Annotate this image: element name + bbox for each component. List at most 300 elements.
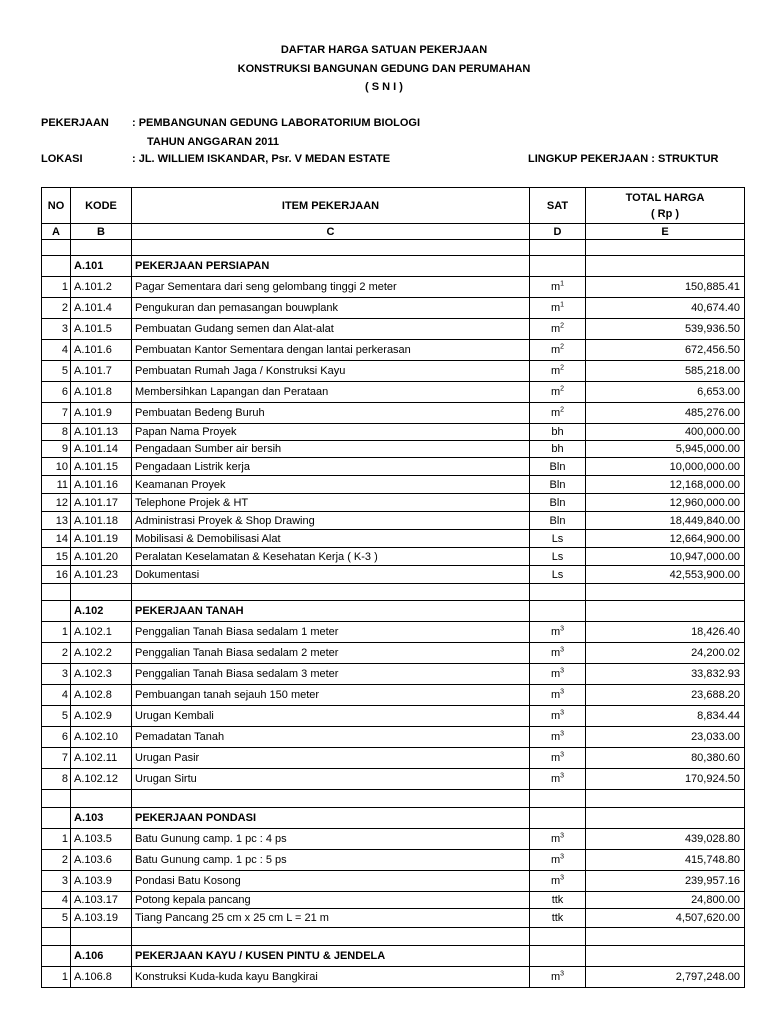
row-total: 672,456.50 xyxy=(586,340,745,361)
row-sat-unit: Bln xyxy=(549,478,566,491)
header-total xyxy=(586,188,745,224)
row-item: Mobilisasi & Demobilisasi Alat xyxy=(132,530,530,548)
spacer-row xyxy=(42,790,745,808)
section-no xyxy=(42,601,71,622)
section-total xyxy=(586,946,745,967)
table-row xyxy=(42,664,745,685)
row-sat-unit: Bln xyxy=(549,460,566,473)
row-no: 14 xyxy=(42,530,71,548)
row-sat-unit: m xyxy=(550,854,561,866)
table-row xyxy=(42,706,745,727)
pekerjaan-value: : PEMBANGUNAN GEDUNG LABORATORIUM BIOLOGI xyxy=(132,117,421,129)
empty-cell xyxy=(530,240,586,256)
row-sat-unit: Bln xyxy=(549,514,566,527)
table-row xyxy=(42,548,745,566)
letter-b: B xyxy=(71,224,132,240)
row-sat xyxy=(530,909,586,928)
row-sat-unit: Ls xyxy=(551,568,564,581)
row-total: 80,380.60 xyxy=(586,748,745,769)
row-sat-unit: m xyxy=(550,323,561,335)
row-sat xyxy=(530,512,586,530)
row-sat xyxy=(530,871,586,892)
table-row xyxy=(42,277,745,298)
row-sat-unit: Ls xyxy=(551,532,564,545)
pekerjaan-label: PEKERJAAN xyxy=(41,117,109,129)
row-kode: A.101.14 xyxy=(71,441,132,458)
row-sat-exponent: 2 xyxy=(560,343,565,351)
row-kode: A.102.9 xyxy=(71,706,132,727)
table-header-row xyxy=(42,188,745,224)
letter-a: A xyxy=(42,224,71,240)
empty-cell xyxy=(586,928,745,946)
row-total: 5,945,000.00 xyxy=(586,441,745,458)
table-row xyxy=(42,871,745,892)
doc-title-line-2: KONSTRUKSI BANGUNAN GEDUNG DAN PERUMAHAN xyxy=(237,63,531,75)
row-item: Dokumentasi xyxy=(132,566,530,584)
row-no: 4 xyxy=(42,340,71,361)
row-total: 4,507,620.00 xyxy=(586,909,745,928)
row-sat xyxy=(530,967,586,988)
row-sat xyxy=(530,643,586,664)
row-sat-exponent: 3 xyxy=(560,853,565,861)
table-row xyxy=(42,298,745,319)
table-row xyxy=(42,361,745,382)
section-code: A.103 xyxy=(71,808,132,829)
row-sat xyxy=(530,548,586,566)
section-name: PEKERJAAN TANAH xyxy=(132,601,530,622)
doc-title-line-3: ( S N I ) xyxy=(365,81,403,93)
row-no: 1 xyxy=(42,829,71,850)
section-row xyxy=(42,256,745,277)
row-sat-exponent: 3 xyxy=(560,709,565,717)
row-item: Pembuatan Gudang semen dan Alat-alat xyxy=(132,319,530,340)
table-row xyxy=(42,622,745,643)
empty-cell xyxy=(42,790,71,808)
table-row xyxy=(42,458,745,476)
row-total: 400,000.00 xyxy=(586,424,745,441)
table-row xyxy=(42,512,745,530)
row-item: Papan Nama Proyek xyxy=(132,424,530,441)
row-sat-exponent: 3 xyxy=(560,688,565,696)
table-row xyxy=(42,829,745,850)
section-sat xyxy=(530,946,586,967)
table-row xyxy=(42,566,745,584)
row-sat xyxy=(530,685,586,706)
row-kode: A.101.7 xyxy=(71,361,132,382)
table-row xyxy=(42,643,745,664)
row-total: 8,834.44 xyxy=(586,706,745,727)
row-sat xyxy=(530,441,586,458)
row-total: 2,797,248.00 xyxy=(586,967,745,988)
section-code: A.106 xyxy=(71,946,132,967)
row-sat-exponent: 3 xyxy=(560,832,565,840)
section-no xyxy=(42,808,71,829)
row-total: 170,924.50 xyxy=(586,769,745,790)
empty-cell xyxy=(71,790,132,808)
table-row xyxy=(42,530,745,548)
table-row xyxy=(42,340,745,361)
row-kode: A.106.8 xyxy=(71,967,132,988)
row-kode: A.103.5 xyxy=(71,829,132,850)
row-item: Potong kepala pancang xyxy=(132,892,530,909)
row-sat-unit: bh xyxy=(551,426,564,438)
section-row xyxy=(42,808,745,829)
section-sat xyxy=(530,808,586,829)
empty-cell xyxy=(71,584,132,601)
row-no: 7 xyxy=(42,748,71,769)
row-sat xyxy=(530,424,586,441)
row-total: 23,033.00 xyxy=(586,727,745,748)
row-total: 40,674.40 xyxy=(586,298,745,319)
row-sat xyxy=(530,361,586,382)
section-sat xyxy=(530,601,586,622)
table-row xyxy=(42,424,745,441)
table-row xyxy=(42,494,745,512)
row-no: 2 xyxy=(42,643,71,664)
table-row xyxy=(42,476,745,494)
row-item: Membersihkan Lapangan dan Perataan xyxy=(132,382,530,403)
section-name: PEKERJAAN PONDASI xyxy=(132,808,530,829)
row-kode: A.102.10 xyxy=(71,727,132,748)
row-no: 13 xyxy=(42,512,71,530)
row-no: 15 xyxy=(42,548,71,566)
empty-cell xyxy=(132,790,530,808)
row-sat-unit: m xyxy=(550,344,561,356)
row-no: 11 xyxy=(42,476,71,494)
row-total: 539,936.50 xyxy=(586,319,745,340)
row-kode: A.102.11 xyxy=(71,748,132,769)
price-table xyxy=(41,187,745,988)
row-kode: A.102.2 xyxy=(71,643,132,664)
row-sat-exponent: 3 xyxy=(560,970,565,978)
empty-cell xyxy=(586,790,745,808)
row-no: 1 xyxy=(42,967,71,988)
row-no: 12 xyxy=(42,494,71,512)
table-row xyxy=(42,909,745,928)
row-kode: A.103.19 xyxy=(71,909,132,928)
row-item: Batu Gunung camp. 1 pc : 5 ps xyxy=(132,850,530,871)
header-sat: SAT xyxy=(530,188,586,224)
row-sat-unit: m xyxy=(550,833,561,845)
row-total: 24,800.00 xyxy=(586,892,745,909)
row-no: 2 xyxy=(42,298,71,319)
row-no: 16 xyxy=(42,566,71,584)
row-sat xyxy=(530,850,586,871)
row-kode: A.101.8 xyxy=(71,382,132,403)
section-name: PEKERJAAN PERSIAPAN xyxy=(132,256,530,277)
tahun-anggaran: TAHUN ANGGARAN 2011 xyxy=(147,136,280,148)
row-sat-unit: ttk xyxy=(551,912,564,924)
header-no: NO xyxy=(42,188,71,224)
row-sat-unit: m xyxy=(550,710,561,722)
lokasi-value: : JL. WILLIEM ISKANDAR, Psr. V MEDAN ESTATE xyxy=(132,153,391,165)
row-item: Konstruksi Kuda-kuda kayu Bangkirai xyxy=(132,967,530,988)
row-no: 5 xyxy=(42,361,71,382)
row-sat-unit: m xyxy=(550,875,561,887)
row-sat-unit: m xyxy=(550,626,561,638)
row-total: 6,653.00 xyxy=(586,382,745,403)
row-sat xyxy=(530,476,586,494)
row-total: 18,449,840.00 xyxy=(586,512,745,530)
doc-title-line-1: DAFTAR HARGA SATUAN PEKERJAAN xyxy=(280,44,488,56)
table-row xyxy=(42,850,745,871)
row-sat-unit: m xyxy=(550,773,561,785)
empty-cell xyxy=(530,928,586,946)
row-no: 4 xyxy=(42,892,71,909)
row-sat-exponent: 1 xyxy=(560,280,565,288)
header-kode: KODE xyxy=(71,188,132,224)
row-item: Telephone Projek & HT xyxy=(132,494,530,512)
row-item: Penggalian Tanah Biasa sedalam 3 meter xyxy=(132,664,530,685)
row-sat-exponent: 2 xyxy=(560,406,565,414)
row-sat-exponent: 3 xyxy=(560,874,565,882)
empty-cell xyxy=(42,928,71,946)
row-item: Pondasi Batu Kosong xyxy=(132,871,530,892)
row-total: 24,200.02 xyxy=(586,643,745,664)
row-kode: A.102.12 xyxy=(71,769,132,790)
row-sat-exponent: 3 xyxy=(560,730,565,738)
row-item: Pengadaan Listrik kerja xyxy=(132,458,530,476)
row-kode: A.101.6 xyxy=(71,340,132,361)
row-sat xyxy=(530,748,586,769)
row-sat xyxy=(530,298,586,319)
row-sat-unit: Bln xyxy=(549,496,566,509)
row-sat xyxy=(530,458,586,476)
row-total: 585,218.00 xyxy=(586,361,745,382)
row-sat xyxy=(530,727,586,748)
row-kode: A.102.3 xyxy=(71,664,132,685)
row-no: 3 xyxy=(42,871,71,892)
row-item: Pemadatan Tanah xyxy=(132,727,530,748)
table-row xyxy=(42,748,745,769)
letter-e: E xyxy=(586,224,745,240)
row-total: 150,885.41 xyxy=(586,277,745,298)
section-row xyxy=(42,946,745,967)
row-item: Administrasi Proyek & Shop Drawing xyxy=(132,512,530,530)
section-total xyxy=(586,256,745,277)
row-sat-unit: bh xyxy=(551,443,564,455)
row-kode: A.103.9 xyxy=(71,871,132,892)
row-sat xyxy=(530,706,586,727)
row-sat xyxy=(530,494,586,512)
row-item: Peralatan Keselamatan & Kesehatan Kerja ( K-3 ) xyxy=(132,548,530,566)
row-sat-unit: m xyxy=(550,386,561,398)
lingkup-pekerjaan: LINGKUP PEKERJAAN : STRUKTUR xyxy=(528,153,719,165)
row-no: 9 xyxy=(42,441,71,458)
letter-c: C xyxy=(132,224,530,240)
row-no: 3 xyxy=(42,664,71,685)
table-row xyxy=(42,403,745,424)
row-sat xyxy=(530,382,586,403)
section-total xyxy=(586,601,745,622)
section-sat xyxy=(530,256,586,277)
row-kode: A.102.1 xyxy=(71,622,132,643)
row-no: 6 xyxy=(42,382,71,403)
row-item: Urugan Sirtu xyxy=(132,769,530,790)
row-sat xyxy=(530,340,586,361)
row-sat-unit: m xyxy=(550,281,561,293)
row-item: Keamanan Proyek xyxy=(132,476,530,494)
row-sat-exponent: 3 xyxy=(560,625,565,633)
row-total: 23,688.20 xyxy=(586,685,745,706)
spacer-row xyxy=(42,928,745,946)
empty-cell xyxy=(530,790,586,808)
row-sat-unit: m xyxy=(550,731,561,743)
row-sat-unit: m xyxy=(550,647,561,659)
row-sat-unit: m xyxy=(550,407,561,419)
row-total: 42,553,900.00 xyxy=(586,566,745,584)
row-kode: A.101.15 xyxy=(71,458,132,476)
row-sat xyxy=(530,664,586,685)
row-sat-unit: m xyxy=(550,752,561,764)
row-sat-exponent: 3 xyxy=(560,751,565,759)
section-total xyxy=(586,808,745,829)
row-total: 18,426.40 xyxy=(586,622,745,643)
row-kode: A.101.9 xyxy=(71,403,132,424)
row-item: Pengadaan Sumber air bersih xyxy=(132,441,530,458)
row-sat xyxy=(530,319,586,340)
row-kode: A.101.17 xyxy=(71,494,132,512)
row-kode: A.102.8 xyxy=(71,685,132,706)
row-total: 10,000,000.00 xyxy=(586,458,745,476)
row-sat-exponent: 3 xyxy=(560,646,565,654)
empty-cell xyxy=(586,240,745,256)
row-no: 10 xyxy=(42,458,71,476)
row-sat-exponent: 2 xyxy=(560,364,565,372)
row-no: 7 xyxy=(42,403,71,424)
row-no: 2 xyxy=(42,850,71,871)
row-sat-exponent: 1 xyxy=(560,301,565,309)
table-row xyxy=(42,441,745,458)
row-sat xyxy=(530,769,586,790)
row-sat-unit: Ls xyxy=(551,550,564,563)
row-item: Pembuatan Kantor Sementara dengan lantai perkerasan xyxy=(132,340,530,361)
row-item: Urugan Kembali xyxy=(132,706,530,727)
row-sat xyxy=(530,566,586,584)
section-no xyxy=(42,946,71,967)
empty-cell xyxy=(586,584,745,601)
letter-d: D xyxy=(530,224,586,240)
row-kode: A.101.13 xyxy=(71,424,132,441)
empty-cell xyxy=(42,584,71,601)
price-table-body xyxy=(42,188,745,988)
row-sat-unit: ttk xyxy=(551,894,564,906)
spacer-row xyxy=(42,240,745,256)
row-total: 485,276.00 xyxy=(586,403,745,424)
empty-cell xyxy=(530,584,586,601)
section-row xyxy=(42,601,745,622)
letter-row xyxy=(42,224,745,240)
table-row xyxy=(42,967,745,988)
row-kode: A.101.23 xyxy=(71,566,132,584)
row-sat xyxy=(530,277,586,298)
row-sat xyxy=(530,403,586,424)
empty-cell xyxy=(132,240,530,256)
row-sat-unit: m xyxy=(550,365,561,377)
row-sat-unit: m xyxy=(550,971,561,983)
row-item: Pembuatan Bedeng Buruh xyxy=(132,403,530,424)
row-total: 239,957.16 xyxy=(586,871,745,892)
header-total-line-1: TOTAL HARGA xyxy=(625,191,705,204)
table-row xyxy=(42,727,745,748)
row-sat-exponent: 3 xyxy=(560,772,565,780)
table-row xyxy=(42,382,745,403)
row-kode: A.101.19 xyxy=(71,530,132,548)
table-row xyxy=(42,892,745,909)
row-item: Tiang Pancang 25 cm x 25 cm L = 21 m xyxy=(132,909,530,928)
row-item: Penggalian Tanah Biasa sedalam 2 meter xyxy=(132,643,530,664)
row-item: Urugan Pasir xyxy=(132,748,530,769)
row-sat-exponent: 2 xyxy=(560,385,565,393)
row-sat xyxy=(530,622,586,643)
row-no: 6 xyxy=(42,727,71,748)
table-row xyxy=(42,769,745,790)
spacer-row xyxy=(42,584,745,601)
row-kode: A.101.5 xyxy=(71,319,132,340)
row-item: Pengukuran dan pemasangan bouwplank xyxy=(132,298,530,319)
row-no: 1 xyxy=(42,622,71,643)
row-sat xyxy=(530,829,586,850)
lokasi-label: LOKASI xyxy=(41,153,83,165)
empty-cell xyxy=(42,240,71,256)
row-no: 1 xyxy=(42,277,71,298)
row-item: Batu Gunung camp. 1 pc : 4 ps xyxy=(132,829,530,850)
empty-cell xyxy=(132,584,530,601)
row-total: 12,168,000.00 xyxy=(586,476,745,494)
row-total: 415,748.80 xyxy=(586,850,745,871)
row-sat xyxy=(530,530,586,548)
row-item: Pembuangan tanah sejauh 150 meter xyxy=(132,685,530,706)
row-item: Penggalian Tanah Biasa sedalam 1 meter xyxy=(132,622,530,643)
row-no: 8 xyxy=(42,424,71,441)
row-kode: A.103.6 xyxy=(71,850,132,871)
row-total: 10,947,000.00 xyxy=(586,548,745,566)
section-code: A.101 xyxy=(71,256,132,277)
section-code: A.102 xyxy=(71,601,132,622)
row-no: 5 xyxy=(42,909,71,928)
row-kode: A.101.20 xyxy=(71,548,132,566)
header-item: ITEM PEKERJAAN xyxy=(132,188,530,224)
row-sat-unit: m xyxy=(550,302,561,314)
empty-cell xyxy=(71,240,132,256)
row-sat-unit: m xyxy=(550,668,561,680)
row-kode: A.101.2 xyxy=(71,277,132,298)
header-total-line-2: ( Rp ) xyxy=(650,207,680,220)
row-sat xyxy=(530,892,586,909)
row-total: 12,960,000.00 xyxy=(586,494,745,512)
row-kode: A.101.4 xyxy=(71,298,132,319)
section-no xyxy=(42,256,71,277)
row-no: 4 xyxy=(42,685,71,706)
row-sat-exponent: 2 xyxy=(560,322,565,330)
empty-cell xyxy=(71,928,132,946)
row-item: Pagar Sementara dari seng gelombang tinggi 2 meter xyxy=(132,277,530,298)
row-total: 439,028.80 xyxy=(586,829,745,850)
row-total: 33,832.93 xyxy=(586,664,745,685)
row-no: 8 xyxy=(42,769,71,790)
row-no: 3 xyxy=(42,319,71,340)
row-kode: A.103.17 xyxy=(71,892,132,909)
table-row xyxy=(42,319,745,340)
row-sat-unit: m xyxy=(550,689,561,701)
table-row xyxy=(42,685,745,706)
row-item: Pembuatan Rumah Jaga / Konstruksi Kayu xyxy=(132,361,530,382)
row-sat-exponent: 3 xyxy=(560,667,565,675)
row-no: 5 xyxy=(42,706,71,727)
row-kode: A.101.18 xyxy=(71,512,132,530)
empty-cell xyxy=(132,928,530,946)
row-kode: A.101.16 xyxy=(71,476,132,494)
